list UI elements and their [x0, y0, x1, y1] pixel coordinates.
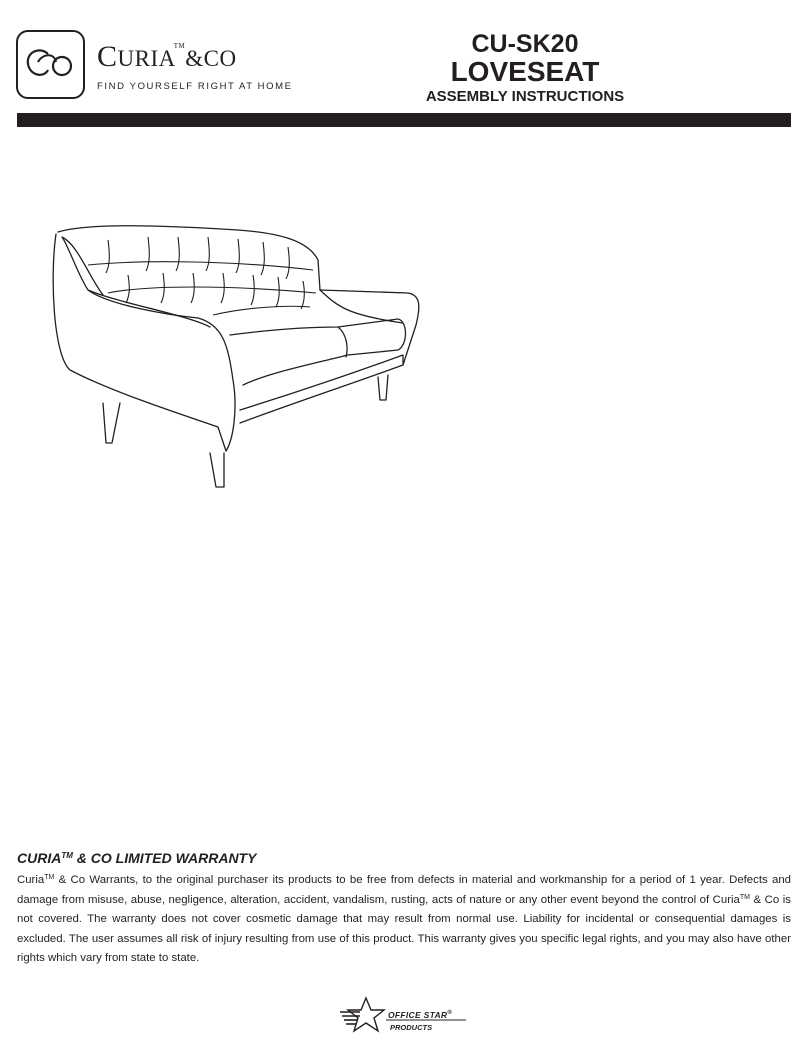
monogram-icon	[18, 32, 83, 97]
brand-tagline: FIND YOURSELF RIGHT AT HOME	[97, 81, 293, 92]
footer-company-sub: PRODUCTS	[390, 1023, 433, 1032]
leg-left-front	[103, 403, 120, 443]
product-name: LOVESEAT	[450, 56, 600, 87]
brand-name: CURIA™&CO	[97, 40, 237, 73]
loveseat-illustration	[48, 215, 428, 495]
leg-right-front	[210, 453, 224, 487]
model-number: CU-SK20	[471, 30, 579, 58]
warranty-body: Curia™ & Co Warrants, to the original purchaser its products to be free from defects in material and workmanship for a period of 1 year. Defects and damage from misuse, abuse, negligence, alteration, accident, vandalism, rusting, acts of nature or any other event beyond the control of Curia™ & Co is not covered. The warranty does not cover cosmetic damage that may result from normal use. Liability for incidental or consequential damages is excluded. The user assumes all risk of injury resulting from use of this product. This warranty gives you specific legal rights, and you may also have other rights which vary from state to state.	[17, 874, 791, 964]
backrest-outline	[58, 226, 320, 290]
right-arm-inner	[320, 290, 403, 323]
document-subtitle: ASSEMBLY INSTRUCTIONS	[425, 88, 625, 105]
left-arm-top	[88, 290, 210, 327]
tufting-pattern	[88, 237, 316, 315]
cushion-split	[338, 327, 347, 357]
left-arm-front	[53, 234, 226, 451]
warranty-title: CURIA™ & CO LIMITED WARRANTY	[17, 850, 257, 866]
footer-company: OFFICE STAR®	[388, 1010, 453, 1020]
backrest-left-edge	[62, 237, 103, 295]
leg-back	[378, 375, 388, 400]
header-divider	[17, 113, 791, 127]
warranty-section	[17, 850, 791, 969]
seat-cushions	[230, 319, 406, 385]
left-arm-inner	[62, 237, 235, 451]
brand-logo-mark	[16, 30, 85, 99]
office-star-logo	[338, 996, 468, 1034]
